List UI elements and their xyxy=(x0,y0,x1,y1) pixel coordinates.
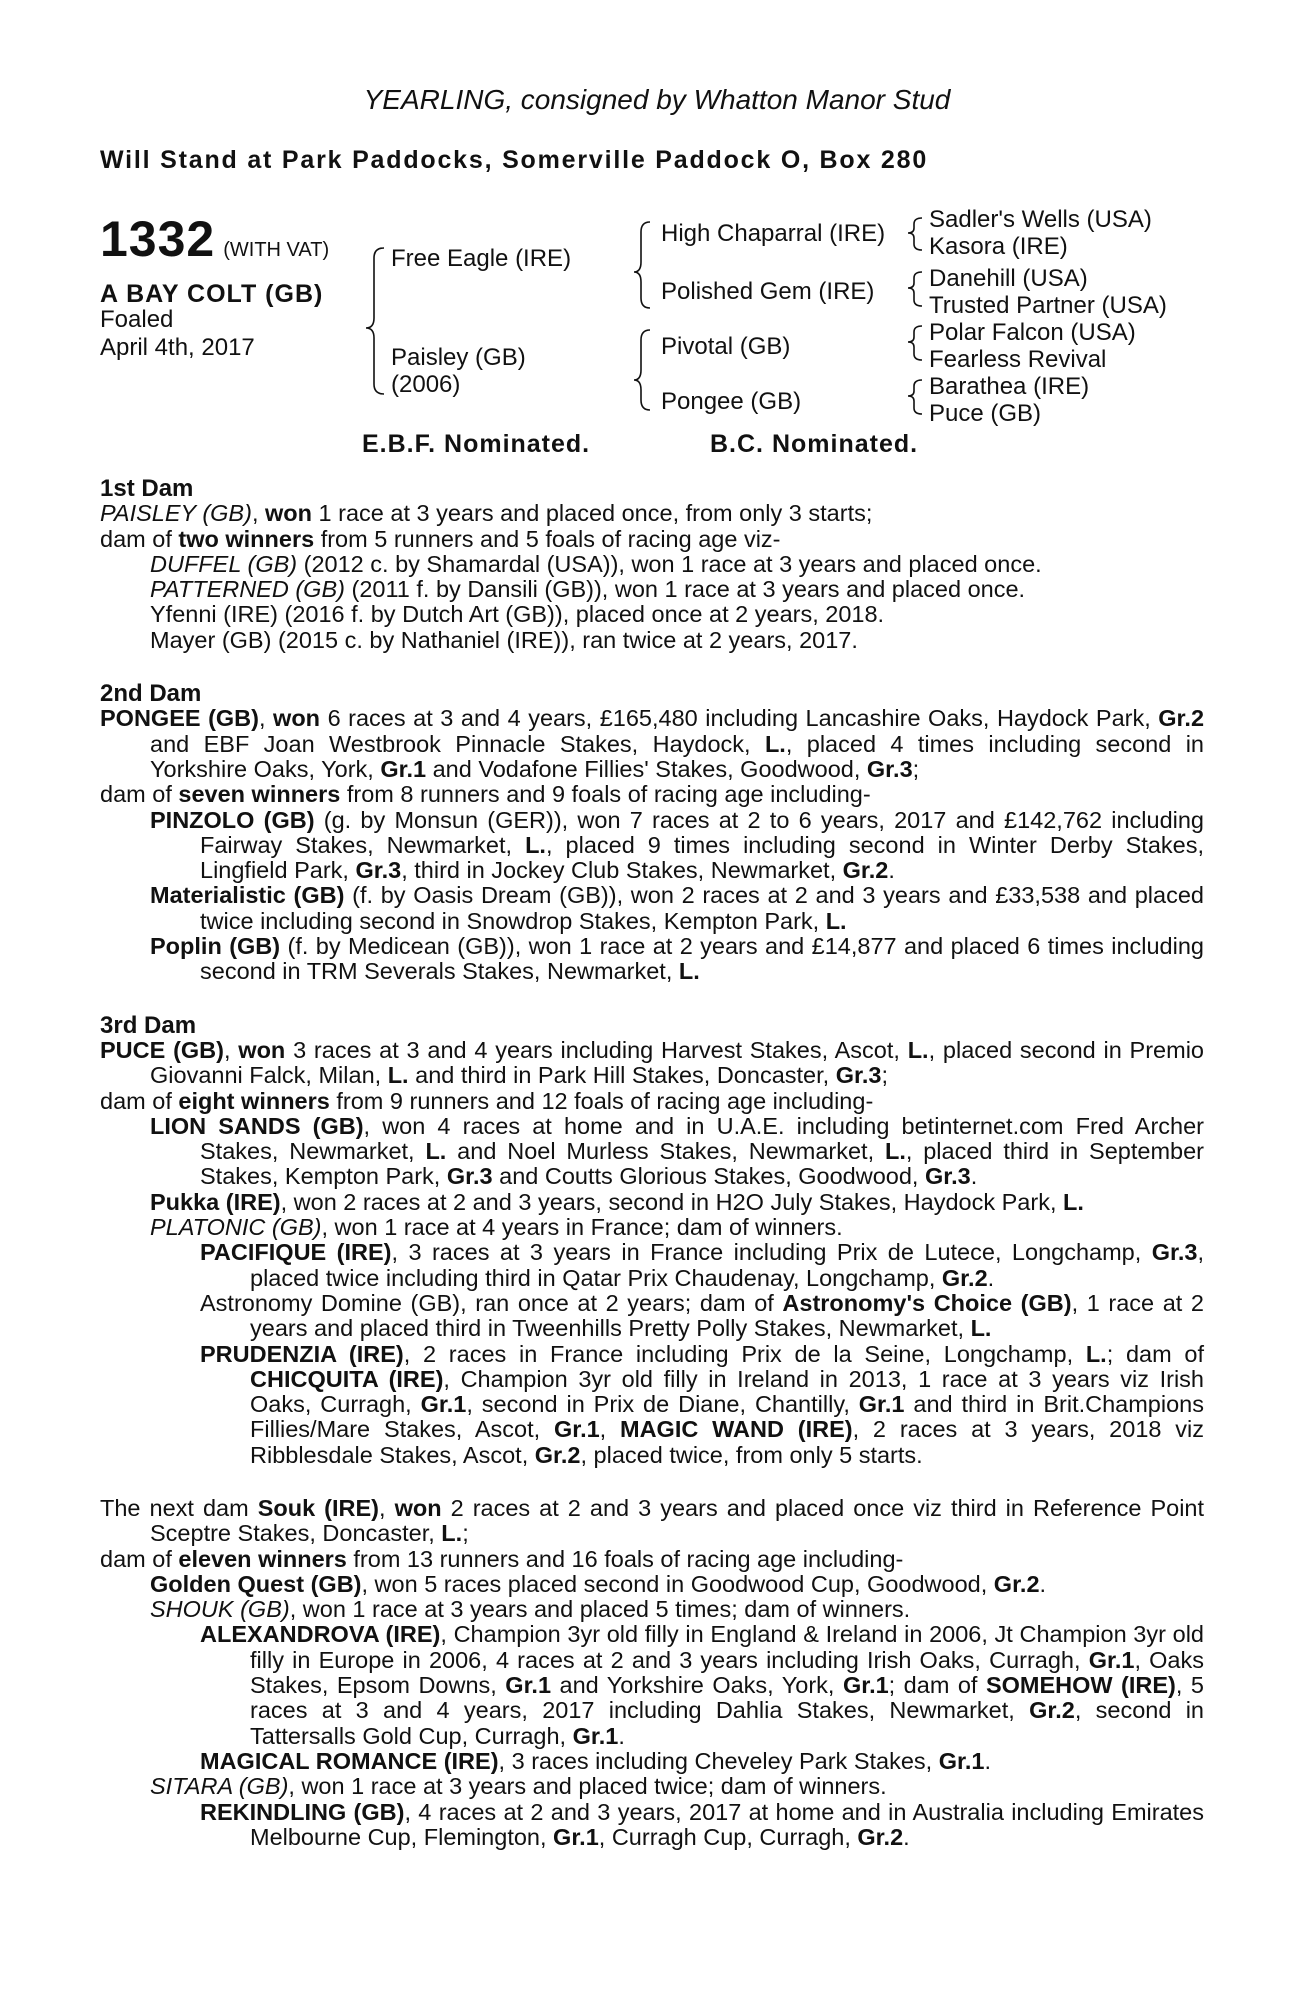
pedigree-g2: Kasora (IRE) xyxy=(929,233,1068,260)
list-item: Golden Quest (GB), won 5 races placed second in Goodwood Cup, Goodwood, Gr.2. xyxy=(150,1570,1047,1597)
third-dam-record: PUCE (GB), won 3 races at 3 and 4 years including Harvest Stakes, Ascot, L., placed second in Premio Giovanni Falck, Milan, L. and third in Park Hill Stakes, Doncaster, Gr.3; xyxy=(100,1036,1204,1089)
pedigree-sire: Free Eagle (IRE) xyxy=(391,245,572,272)
bracket-dam-line xyxy=(634,330,650,410)
pedigree-g4: Trusted Partner (USA) xyxy=(929,292,1167,319)
list-item: Yfenni (IRE) (2016 f. by Dutch Art (GB)), placed once at 2 years, 2018. xyxy=(150,601,885,628)
pedigree-g7: Barathea (IRE) xyxy=(929,373,1090,400)
third-dam-produce: dam of eight winners from 9 runners and 12 foals of racing age including- xyxy=(100,1087,874,1114)
first-dam-produce: dam of two winners from 5 runners and 5 foals of racing age viz- xyxy=(100,525,781,552)
list-item: Pukka (IRE), won 2 races at 2 and 3 years, second in H2O July Stakes, Haydock Park, L. xyxy=(150,1188,1084,1215)
bracket-g1 xyxy=(908,218,922,250)
next-dam-record: The next dam Souk (IRE), won 2 races at 2 and 3 years and placed once viz third in Reference Point Sceptre Stakes, Doncaster, L.; xyxy=(100,1494,1205,1547)
pedigree-dam-sire: Pivotal (GB) xyxy=(661,333,791,360)
list-item: SITARA (GB), won 1 race at 3 years and placed twice; dam of winners. xyxy=(150,1773,887,1800)
foaled-label: Foaled xyxy=(100,306,174,333)
second-dam-produce: dam of seven winners from 8 runners and 9 foals of racing age including- xyxy=(100,781,871,808)
list-item: Mayer (GB) (2015 c. by Nathaniel (IRE)), ran twice at 2 years, 2017. xyxy=(150,626,858,653)
page-title: YEARLING, consigned by Whatton Manor Stud xyxy=(363,84,951,115)
list-item: PINZOLO (GB) (g. by Monsun (GER)), won 7 races at 2 to 6 years, 2017 and £142,762 including Fairway Stakes, Newmarket, L., placed 9 times including second in Winter Derby Stakes, Lingfield Park, Gr.3, third in Jockey Club Stakes, Newmarket, Gr.2. xyxy=(150,806,1205,884)
bracket-g2 xyxy=(908,272,922,306)
pedigree-dam: Paisley (GB) xyxy=(391,344,526,371)
list-item: Astronomy Domine (GB), ran once at 2 years; dam of Astronomy's Choice (GB), 1 race at 2 years and placed third in Tweenhills Pretty Polly Stakes, Newmarket, L. xyxy=(200,1289,1204,1342)
list-item: LION SANDS (GB), won 4 races at home and in U.A.E. including betinternet.com Fred Archer Stakes, Newmarket, L. and Noel Murless Stakes, Newmarket, L., placed third in September Stakes, Kempton Park, Gr.3 and Coutts Glorious Stakes, Goodwood, Gr.3. xyxy=(150,1112,1204,1190)
vat-note: (WITH VAT) xyxy=(223,239,330,261)
stand-location: Will Stand at Park Paddocks, Somerville Paddock O, Box 280 xyxy=(100,146,929,174)
pedigree-dam-year: (2006) xyxy=(391,371,461,398)
list-item: MAGICAL ROMANCE (IRE), 3 races including Cheveley Park Stakes, Gr.1. xyxy=(200,1747,991,1774)
pedigree-g3: Danehill (USA) xyxy=(929,265,1088,292)
first-dam-name: PAISLEY (GB) xyxy=(100,500,252,527)
bracket-g3 xyxy=(908,326,922,360)
list-item: SHOUK (GB), won 1 race at 3 years and placed 5 times; dam of winners. xyxy=(150,1596,911,1623)
first-dam-heading: 1st Dam xyxy=(100,475,194,502)
list-item: ALEXANDROVA (IRE), Champion 3yr old filly in England & Ireland in 2006, Jt Champion 3yr old filly in Europe in 2006, 4 races at 2 and 3 years including Irish Oaks, Curragh, Gr.1, Oaks Stakes, Epsom Downs, Gr.1 and Yorkshire Oaks, York, Gr.1; dam of SOMEHOW (IRE), 5 races at 3 and 4 years, 2017 including Dahlia Stakes, Newmarket, Gr.2, second in Tattersalls Gold Cup, Curragh, Gr.1. xyxy=(200,1621,1205,1749)
pedigree-g5: Polar Falcon (USA) xyxy=(929,319,1136,346)
second-dam-record: PONGEE (GB), won 6 races at 3 and 4 years, £165,480 including Lancashire Oaks, Haydock Park, Gr.2 and EBF Joan Westbrook Pinnacle Stakes, Haydock, L., placed 4 times including second in Yorkshire Oaks, York, Gr.1 and Vodafone Fillies' Stakes, Goodwood, Gr.3; xyxy=(100,705,1205,782)
foaled-date: April 4th, 2017 xyxy=(100,334,255,361)
lot-number: 1332 xyxy=(100,211,216,267)
first-dam-record: PAISLEY (GB), won 1 race at 3 years and placed once, from only 3 starts; xyxy=(100,500,873,527)
second-dam-heading: 2nd Dam xyxy=(100,680,202,708)
pedigree-dam-dam: Pongee (GB) xyxy=(661,388,802,415)
pedigree-sire-sire: High Chaparral (IRE) xyxy=(661,220,886,247)
ebf-nominated: E.B.F. Nominated. xyxy=(362,430,591,458)
pedigree-g1: Sadler's Wells (USA) xyxy=(929,206,1152,233)
bracket-g4 xyxy=(908,380,922,414)
list-item: Poplin (GB) (f. by Medicean (GB)), won 1 race at 2 years and £14,877 and placed 6 times including second in TRM Severals Stakes, Newmarket, L. xyxy=(150,933,1204,985)
pedigree-g8: Puce (GB) xyxy=(929,400,1042,427)
list-item: PLATONIC (GB), won 1 race at 4 years in France; dam of winners. xyxy=(150,1214,843,1241)
list-item: DUFFEL (GB) (2012 c. by Shamardal (USA)), won 1 race at 3 years and placed once. xyxy=(150,550,1042,577)
pedigree-sire-dam: Polished Gem (IRE) xyxy=(661,278,875,305)
bracket-sire-line xyxy=(634,222,650,308)
list-item: PACIFIQUE (IRE), 3 races at 3 years in France including Prix de Lutece, Longchamp, Gr.3, placed twice including third in Qatar Prix Chaudenay, Longchamp, Gr.2. xyxy=(200,1239,1204,1291)
produce-record xyxy=(100,476,1204,1850)
third-dam-heading: 3rd Dam xyxy=(100,1011,197,1039)
list-item: PATTERNED (GB) (2011 f. by Dansili (GB)), won 1 race at 3 years and placed once. xyxy=(150,576,1026,603)
bracket-sire-dam xyxy=(366,248,384,394)
list-item: Materialistic (GB) (f. by Oasis Dream (GB)), won 2 races at 2 and 3 years and £33,538 and placed twice including second in Snowdrop Stakes, Kempton Park, L. xyxy=(150,882,1204,934)
list-item: PRUDENZIA (IRE), 2 races in France including Prix de la Seine, Longchamp, L.; dam of CHICQUITA (IRE), Champion 3yr old filly in Ireland in 2013, 1 race at 3 years viz Irish Oaks, Curragh, Gr.1, second in Prix de Diane, Chantilly, Gr.1 and third in Brit.Champions Fillies/Mare Stakes, Ascot, Gr.1, MAGIC WAND (IRE), 2 races at 3 years, 2018 viz Ribblesdale Stakes, Ascot, Gr.2, placed twice, from only 5 starts. xyxy=(200,1340,1205,1468)
bc-nominated: B.C. Nominated. xyxy=(710,430,919,458)
pedigree-g6: Fearless Revival xyxy=(929,346,1107,373)
next-dam-produce: dam of eleven winners from 13 runners and 16 foals of racing age including- xyxy=(100,1545,904,1572)
lot-name: A BAY COLT (GB) xyxy=(100,280,324,308)
list-item: REKINDLING (GB), 4 races at 2 and 3 years, 2017 at home and in Australia including Emirates Melbourne Cup, Flemington, Gr.1, Curragh Cup, Curragh, Gr.2. xyxy=(200,1798,1204,1850)
